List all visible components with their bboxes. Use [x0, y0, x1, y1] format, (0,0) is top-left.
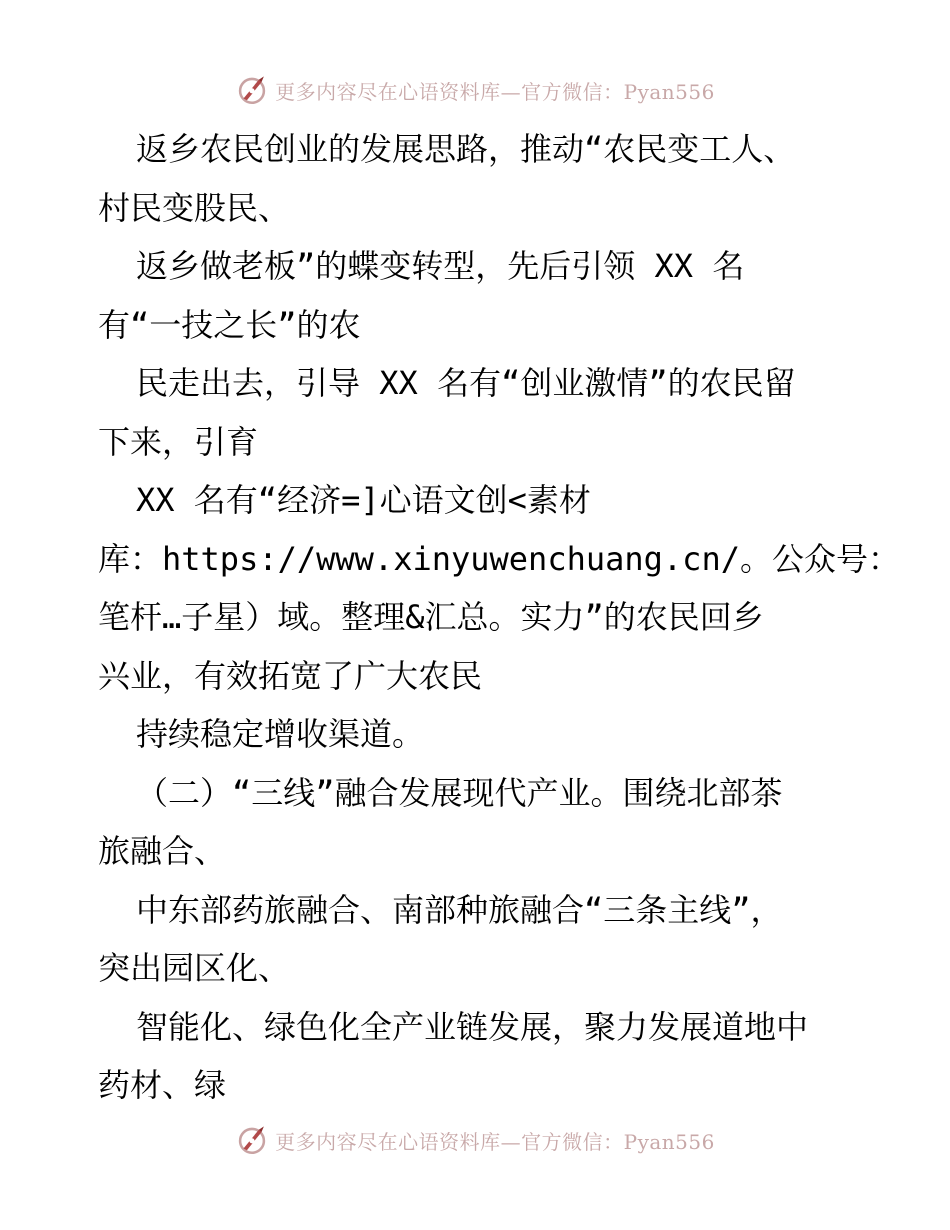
text-line: 笔杆…子星）域。整理&汇总。实力”的农民回乡 [98, 598, 764, 636]
text-line: 村民变股民、 [98, 188, 291, 227]
text-line: 旅融合、 [98, 832, 227, 870]
text-line: 持续稳定增收渠道。 [136, 715, 425, 753]
text-line: 有“一技之长”的农 [98, 305, 361, 344]
text-line: XX 名有“经济=]心语文创<素材 [136, 481, 591, 519]
text-line: 药材、绿 [98, 1066, 227, 1104]
text-line: 返乡做老板”的蝶变转型，先后引领 XX 名 [136, 247, 745, 285]
text-line: （二）“三线”融合发展现代产业。围绕北部茶 [136, 773, 783, 812]
watermark-text: 更多内容尽在心语资料库—官方微信：Pyan556 [275, 1129, 715, 1154]
text-line: 突出园区化、 [98, 949, 291, 987]
quill-pen-logo-icon [235, 1123, 269, 1157]
header-watermark-banner [0, 70, 950, 110]
text-line: 下来，引育 [98, 422, 259, 461]
footer-watermark-banner [0, 1120, 950, 1160]
text-line: 返乡农民创业的发展思路，推动“农民变工人、 [136, 130, 796, 168]
text-line: 兴业，有效拓宽了广大农民 [98, 656, 483, 695]
watermark-text: 更多内容尽在心语资料库—官方微信：Pyan556 [275, 79, 715, 104]
text-line: 民走出去，引导 XX 名有“创业激情”的农民留 [136, 364, 796, 402]
text-line: 智能化、绿色化全产业链发展，聚力发展道地中 [136, 1007, 809, 1046]
document-body [98, 120, 900, 1115]
text-line: 中东部药旅融合、南部种旅融合“三条主线”， [136, 890, 783, 929]
text-line: 库：https://www.xinyuwenchuang.cn/。公众号： [98, 539, 900, 578]
quill-pen-logo-icon [235, 73, 269, 107]
